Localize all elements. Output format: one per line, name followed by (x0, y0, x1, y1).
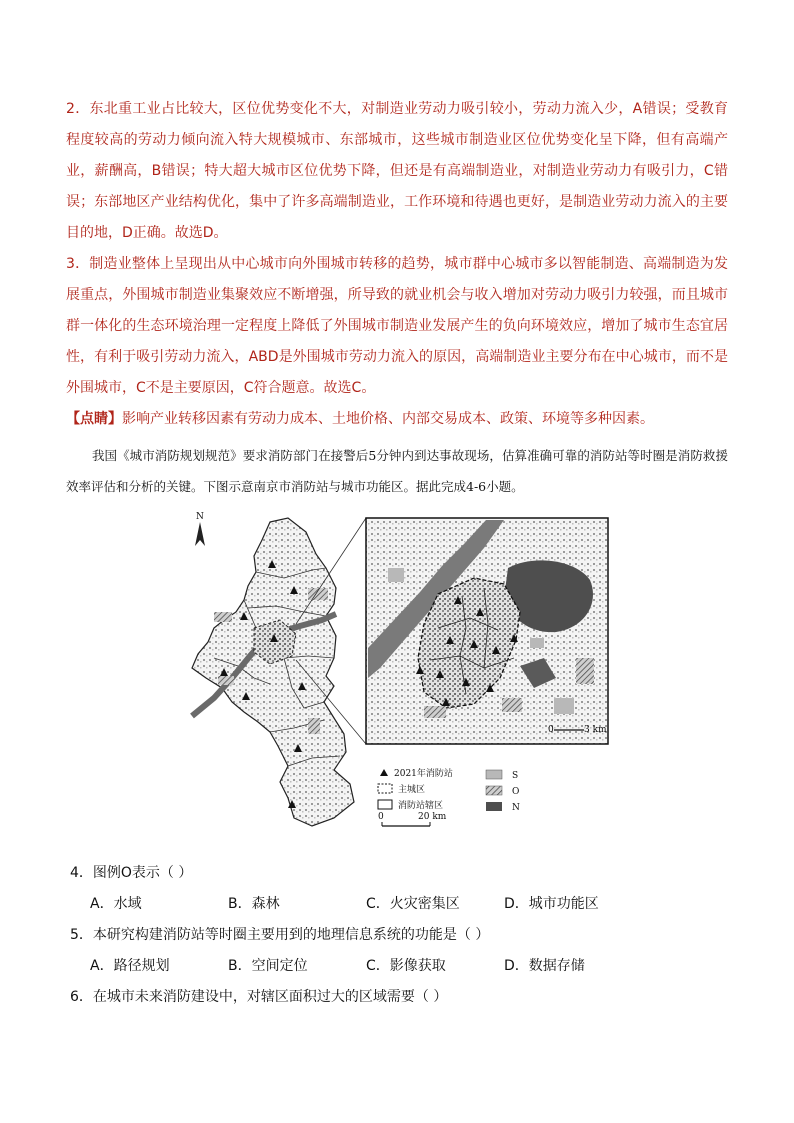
option-a[interactable]: A．路径规划 (90, 958, 170, 974)
comment-tag: 【点睛】 (66, 411, 122, 427)
question-5-stem: 5．本研究构建消防站等时圈主要用到的地理信息系统的功能是（ ） (70, 927, 490, 943)
option-b[interactable]: B．森林 (228, 896, 280, 912)
scale-start: 0 (378, 812, 384, 822)
north-label: N (196, 512, 204, 522)
option-a[interactable]: A．水域 (90, 896, 142, 912)
north-arrow-icon (195, 522, 205, 546)
legend-station: 2021年消防站 (394, 769, 453, 779)
intro-text: 我国《城市消防规划规范》要求消防部门在接警后5分钟内到达事故现场，估算准确可靠的消防站等时圈是消防救援效率评估和分析的关键。下图示意南京市消防站与城市功能区。据此完成4-6小题。 (66, 448, 728, 494)
o-area (218, 676, 234, 685)
map-legend (378, 767, 520, 826)
legend-n: N (512, 803, 520, 813)
question-6-stem: 6．在城市未来消防建设中，对辖区面积过大的区域需要（ ） (70, 989, 448, 1005)
inset-scale-start: 0 (548, 725, 554, 735)
legend-district: 消防站辖区 (398, 801, 444, 811)
o-area (308, 718, 320, 734)
o-area (214, 612, 232, 622)
legend-s: S (512, 771, 519, 781)
comment-paragraph (66, 404, 728, 435)
answer-2: 2．东北重工业占比较大，区位优势变化不大，对制造业劳动力吸引较小，劳动力流入少，A错误；受教育程度较高的劳动力倾向流入特大规模城市、东部城市，这些城市制造业区位优势变化呈下降，但有高端产业，薪酬高，B错误；特大超大城市区位优势下降，但还是有高端制造业，对制造业劳动力有吸引力，C错误；东部地区产业结构优化，集中了许多高端制造业，工作环境和待遇也更好，是制造业劳动力流入的主要目的地，D正确。故选D。 (66, 101, 728, 241)
comment-text: 影响产业转移因素有劳动力成本、土地价格、内部交易成本、政策、环境等多种因素。 (122, 411, 654, 427)
option-b[interactable]: B．空间定位 (228, 958, 308, 974)
legend-o: O (512, 787, 520, 797)
question-4-stem: 4．图例O表示（ ） (70, 865, 193, 881)
answer-3: 3．制造业整体上呈现出从中心城市向外围城市转移的趋势，城市群中心城市多以智能制造、高端制造为发展重点，外围城市制造业集聚效应不断增强，所导致的就业机会与收入增加对劳动力吸引力较强，而且城市群一体化的生态环境治理一定程度上降低了外围城市制造业发展产生的负向环境效应，增加了城市生态宜居性，有利于吸引劳动力流入，ABD是外围城市劳动力流入的原因，高端制造业主要分布在中心城市，而不是外围城市，C不是主要原因，C符合题意。故选C。 (66, 256, 728, 396)
o-area (308, 588, 328, 600)
inset-scale-end: 3 km (584, 725, 607, 735)
question-5-options (70, 951, 730, 982)
question-list (70, 858, 730, 1013)
scale-end: 20 km (418, 812, 447, 822)
answer-explanations (66, 94, 728, 435)
question-4-options (70, 889, 730, 920)
option-c[interactable]: C．火灾密集区 (366, 896, 460, 912)
option-d[interactable]: D．数据存储 (504, 958, 585, 974)
nanjing-fire-station-map (184, 508, 614, 846)
legend-main-area: 主城区 (398, 785, 426, 795)
option-c[interactable]: C．影像获取 (366, 958, 446, 974)
option-d[interactable]: D．城市功能区 (504, 896, 599, 912)
question-intro (66, 440, 728, 502)
inset-map (366, 518, 608, 744)
